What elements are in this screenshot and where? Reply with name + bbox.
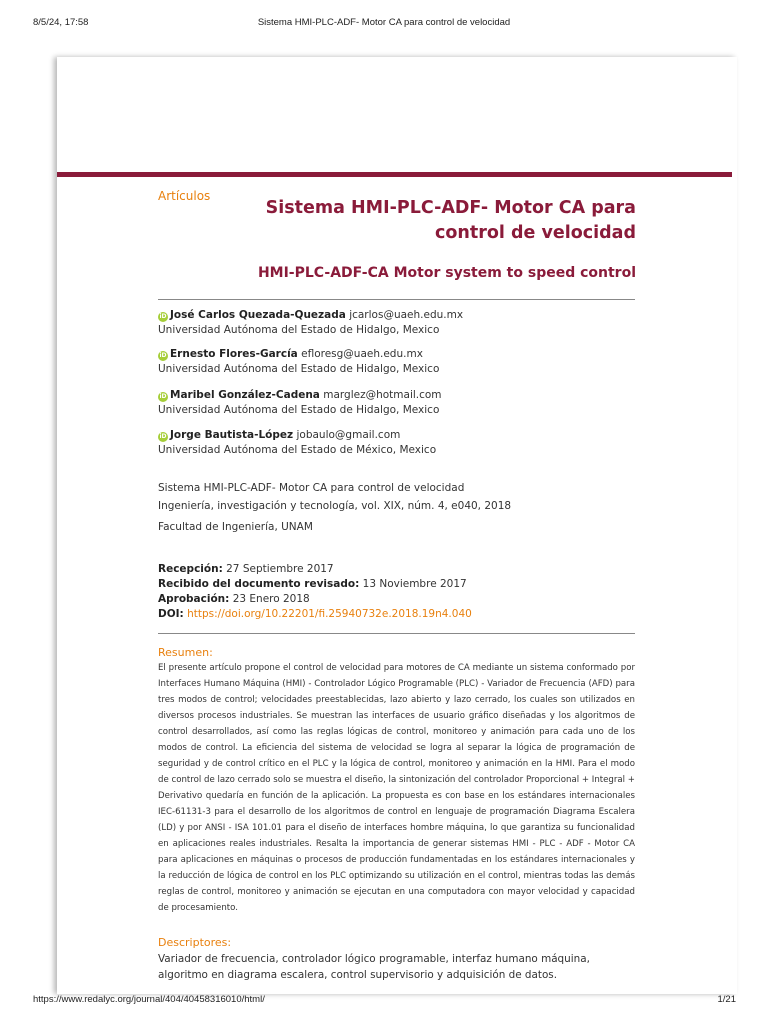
- orcid-icon[interactable]: iD: [159, 433, 167, 440]
- author-block: [158, 428, 436, 458]
- doi-label: DOI:: [158, 608, 184, 620]
- author-name[interactable]: Ernesto Flores-García: [170, 348, 298, 360]
- print-datetime: 8/5/24, 17:58: [33, 17, 89, 28]
- author-name[interactable]: Jorge Bautista-López: [170, 429, 294, 441]
- abstract-text: El presente artículo propone el control de velocidad para motores de CA mediante un sistema conformado por Interfaces Humano Máquina (HMI) - Controlador Lógico Programable (PLC) - Variador de Frecuencia (AFD) para tres modos de control; velocidades preestablecidas, lazo abierto y lazo cerrado, los cuales son utilizados en diversos procesos industriales. Se muestran las interfaces de usuario gráfico diseñadas y los algoritmos de control desarrollados, así como las reglas lógicas de control, monitoreo y animación para cada uno de los modos de control. La eficiencia del sistema de velocidad se logra al separar la lógica de programación de seguridad y de control crítico en el PLC y la lógica de control, monitoreo y animación en la HMI. Para el modo de control de lazo cerrado solo se muestra el diseño, la sintonización del controlador Proporcional + Integral + Derivativo quedaría en función de la aplicación. La propuesta es con base en los estándares internacionales IEC-61131-3 para el desarrollo de los algoritmos de control en lenguaje de programación Diagrama Escalera (LD) y por ANSI - ISA 101.01 para el diseño de interfaces hombre máquina, lo que garantiza su funcionalidad en aplicaciones reales industriales. Resalta la importancia de generar sistemas HMI - PLC - ADF - Motor CA para aplicaciones en máquinas o procesos de producción fundamentadas en los estándares internacionales y la reducción de lógica de control en los PLC optimizando su utilización en el control, mientras todas las demás reglas de control, monitoreo y animación se ejecutan en una computadora con mayor velocidad y capacidad de procesamiento.: [158, 663, 635, 913]
- revised-label: Recibido del documento revisado:: [158, 578, 360, 590]
- received-date: 27 Septiembre 2017: [226, 563, 334, 575]
- author-name[interactable]: José Carlos Quezada-Quezada: [170, 309, 346, 321]
- author-affiliation: Universidad Autónoma del Estado de Hidalgo, Mexico: [158, 324, 440, 336]
- author-email[interactable]: efloresg@uaeh.edu.mx: [301, 348, 423, 360]
- approved-date: 23 Enero 2018: [232, 593, 310, 605]
- orcid-icon[interactable]: iD: [159, 352, 167, 359]
- article-subtitle: HMI-PLC-ADF-CA Motor system to speed control: [257, 265, 636, 281]
- article-title: Sistema HMI-PLC-ADF- Motor CA para control de velocidad: [265, 198, 636, 243]
- author-email[interactable]: jcarlos@uaeh.edu.mx: [349, 309, 464, 321]
- author-name[interactable]: Maribel González-Cadena: [170, 389, 320, 401]
- received-label: Recepción:: [158, 563, 223, 575]
- author-email[interactable]: marglez@hotmail.com: [323, 389, 442, 401]
- author-affiliation: Universidad Autónoma del Estado de Hidalgo, Mexico: [158, 363, 440, 375]
- author-block: [158, 308, 463, 338]
- keywords-heading: Descriptores:: [158, 936, 232, 949]
- citation-publisher: Facultad de Ingeniería, UNAM: [158, 521, 313, 533]
- page-number: 1/21: [717, 994, 736, 1005]
- orcid-icon[interactable]: iD: [159, 313, 167, 320]
- author-email[interactable]: jobaulo@gmail.com: [296, 429, 401, 441]
- header-band: [57, 172, 732, 177]
- divider: [158, 299, 635, 300]
- article-dates: [158, 562, 472, 622]
- section-label: Artículos: [158, 189, 211, 203]
- keywords-text: Variador de frecuencia, controlador lógico programable, interfaz humano máquina, algoritmo en diagrama escalera, control supervisorio y adquisición de datos.: [158, 953, 590, 981]
- print-footer: [0, 994, 768, 1008]
- author-block: [158, 388, 442, 418]
- author-affiliation: Universidad Autónoma del Estado de Hidalgo, Mexico: [158, 404, 440, 416]
- author-affiliation: Universidad Autónoma del Estado de México, Mexico: [158, 444, 437, 456]
- doi-link[interactable]: https://doi.org/10.22201/fi.25940732e.2018.19n4.040: [187, 608, 472, 620]
- print-header: [0, 17, 768, 31]
- approved-label: Aprobación:: [158, 593, 230, 605]
- author-block: [158, 347, 439, 377]
- print-title: Sistema HMI-PLC-ADF- Motor CA para control de velocidad: [257, 17, 511, 28]
- citation-journal: Ingeniería, investigación y tecnología, vol. XIX, núm. 4, e040, 2018: [158, 500, 512, 512]
- revised-date: 13 Noviembre 2017: [362, 578, 467, 590]
- divider: [158, 633, 635, 634]
- page-url: https://www.redalyc.org/journal/404/40458316010/html/: [33, 994, 265, 1005]
- orcid-icon[interactable]: iD: [159, 393, 167, 400]
- citation-title: Sistema HMI-PLC-ADF- Motor CA para control de velocidad: [158, 482, 465, 494]
- abstract-heading: Resumen:: [158, 646, 213, 659]
